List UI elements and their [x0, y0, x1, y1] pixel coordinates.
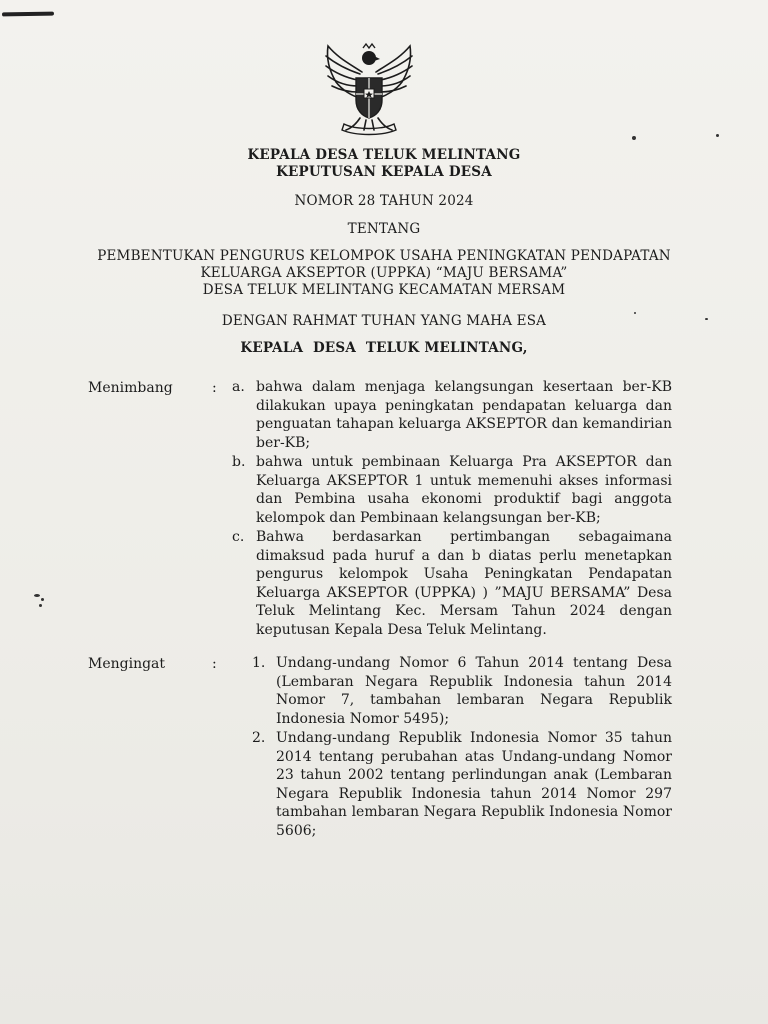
speck	[716, 134, 719, 137]
decree-title-line-2: KELUARGA AKSEPTOR (UPPKA) “MAJU BERSAMA”	[200, 265, 568, 281]
speck	[34, 594, 40, 597]
menimbang-item-c: Bahwa berdasarkan pertimbangan sebagaimana dimaksud pada huruf a dan b diatas perlu menetapkan pengurus kelompok Usaha Peningkatan Pendapatan Keluarga AKSEPTOR (UPPKA) ) ”MAJU BERSAMA” Desa Teluk Melintang Kec. Mersam Tahun 2024 dengan keputusan Kepala Desa Teluk Melintang.	[256, 529, 672, 638]
mengingat-marker-2: 2.	[252, 730, 266, 746]
menimbang-label: Menimbang	[88, 380, 173, 396]
garuda-emblem-icon	[316, 38, 422, 136]
mengingat-item-1: Undang-undang Nomor 6 Tahun 2014 tentang Desa (Lembaran Negara Republik Indonesia tahun 2014 Nomor 7, tambahan lembaran Negara Republik Indonesia Nomor 5495);	[276, 655, 672, 727]
menimbang-marker-c: c.	[232, 529, 245, 545]
issuer-heading: KEPALA DESA TELUK MELINTANG,	[240, 340, 528, 356]
invocation: DENGAN RAHMAT TUHAN YANG MAHA ESA	[221, 313, 547, 329]
menimbang-marker-a: a.	[232, 379, 245, 395]
heading-kepala-desa: KEPALA DESA TELUK MELINTANG	[247, 147, 521, 163]
menimbang-item-a: bahwa dalam menjaga kelangsungan kesertaan ber-KB dilakukan upaya peningkatan pendapatan keluarga dan penguatan tahapan keluarga AKSEPTOR dan kemandirian ber-KB;	[256, 379, 672, 451]
tentang-label: TENTANG	[347, 221, 421, 237]
decree-title-line-1: PEMBENTUKAN PENGURUS KELOMPOK USAHA PENINGKATAN PENDAPATAN	[97, 248, 671, 264]
menimbang-item-b: bahwa untuk pembinaan Keluarga Pra AKSEPTOR dan Keluarga AKSEPTOR 1 untuk memenuhi akses informasi dan Pembina usaha ekonomi produktif bagi anggota kelompok dan Pembinaan kelangsungan ber-KB;	[256, 454, 672, 526]
heading-keputusan: KEPUTUSAN KEPALA DESA	[276, 164, 492, 180]
speck	[41, 598, 44, 601]
mengingat-marker-1: 1.	[252, 655, 266, 671]
speck	[39, 604, 42, 607]
scan-mark	[2, 12, 54, 17]
decree-title-line-3: DESA TELUK MELINTANG KECAMATAN MERSAM	[202, 282, 566, 298]
mengingat-item-2: Undang-undang Republik Indonesia Nomor 35 tahun 2014 tentang perubahan atas Undang-undang Nomor 23 tahun 2002 tentang perlindungan anak (Lembaran Negara Republik Indonesia tahun 2014 Nomor 297 tambahan lembaran Negara Republik Indonesia Nomor 5606;	[276, 730, 672, 839]
speck	[632, 136, 636, 140]
decree-number: NOMOR 28 TAHUN 2024	[294, 193, 474, 209]
menimbang-marker-b: b.	[232, 454, 246, 470]
menimbang-colon: :	[212, 380, 217, 396]
mengingat-colon: :	[212, 656, 217, 672]
mengingat-label: Mengingat	[88, 656, 166, 672]
